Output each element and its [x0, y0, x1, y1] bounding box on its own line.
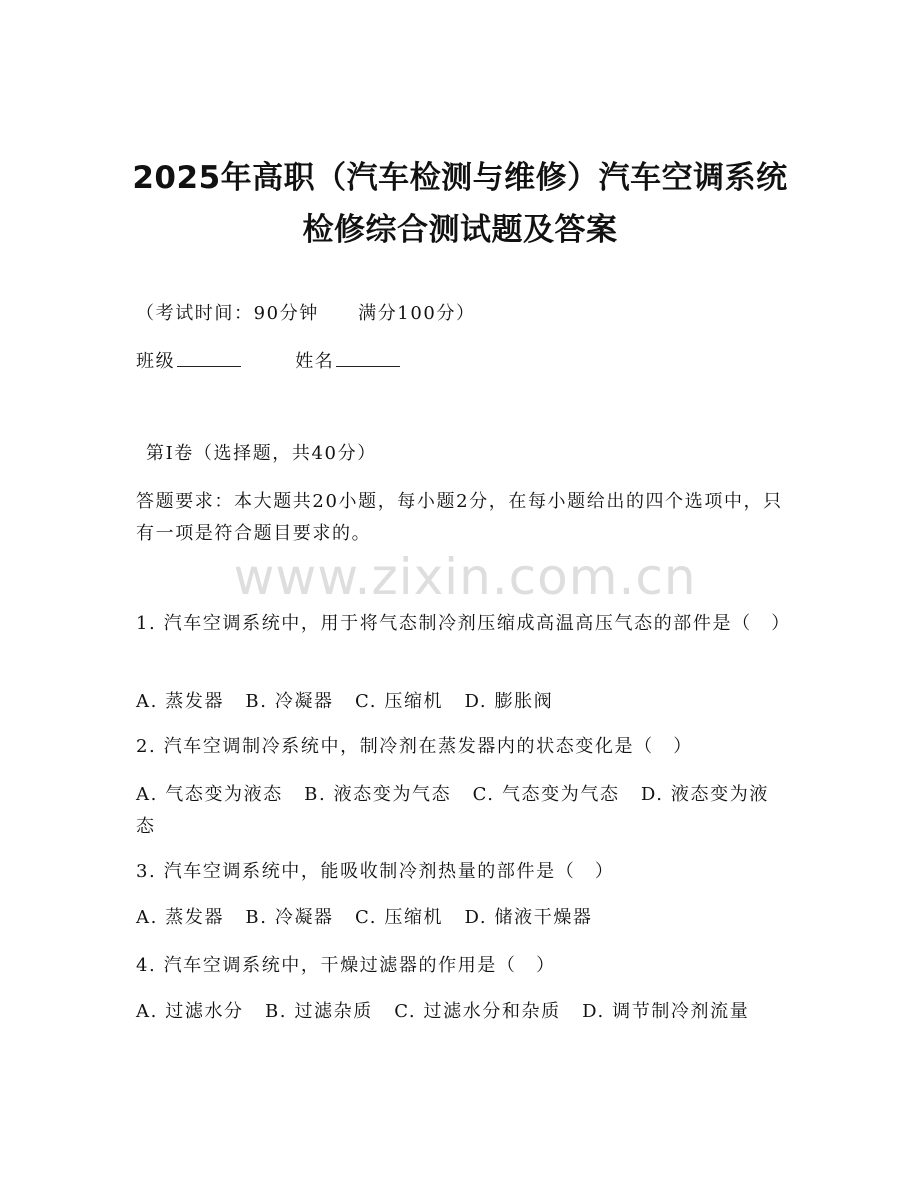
option-b[interactable]: B. 液态变为气态: [304, 784, 452, 805]
watermark-text: www.zixin.com.cn: [233, 548, 697, 606]
student-info-row: [136, 346, 786, 378]
question-2-stem: 2. 汽车空调制冷系统中，制冷剂在蒸发器内的状态变化是（ ）: [136, 736, 693, 757]
name-blank[interactable]: [336, 348, 400, 367]
option-b[interactable]: B. 冷凝器: [245, 907, 334, 928]
question-4-stem: 4. 汽车空调系统中，干燥过滤器的作用是（ ）: [136, 955, 556, 976]
name-label: 姓名: [295, 351, 335, 372]
question-1-stem: 1. 汽车空调系统中，用于将气态制冷剂压缩成高温高压气态的部件是（ ）: [136, 613, 791, 634]
option-d[interactable]: D. 液态变为液态: [136, 784, 769, 837]
question-1-options: [136, 686, 786, 718]
question-2-options: [136, 779, 786, 843]
question-3-stem: 3. 汽车空调系统中，能吸收制冷剂热量的部件是（ ）: [136, 861, 615, 882]
option-c[interactable]: C. 气态变为气态: [472, 784, 620, 805]
question-4-options: [136, 996, 786, 1028]
option-a[interactable]: A. 过滤水分: [136, 1001, 244, 1022]
option-d[interactable]: D. 调节制冷剂流量: [582, 1001, 750, 1022]
instructions: 答题要求：本大题共20小题，每小题2分，在每小题给出的四个选项中，只有一项是符合题目要求的。: [136, 491, 783, 544]
option-d[interactable]: D. 储液干燥器: [464, 907, 593, 928]
section-title: 第Ⅰ卷（选择题，共40分）: [146, 443, 377, 464]
option-c[interactable]: C. 压缩机: [354, 691, 444, 712]
option-a[interactable]: A. 蒸发器: [136, 691, 225, 712]
option-b[interactable]: B. 过滤杂质: [264, 1001, 373, 1022]
option-a[interactable]: A. 气态变为液态: [136, 784, 283, 805]
document-title: 2025年高职（汽车检测与维修）汽车空调系统检修综合测试题及答案: [132, 160, 788, 248]
class-label: 班级: [136, 351, 176, 372]
option-c[interactable]: C. 过滤水分和杂质: [394, 1001, 561, 1022]
option-b[interactable]: B. 冷凝器: [245, 691, 334, 712]
question-3-options: [136, 902, 786, 934]
exam-info: （考试时间：90分钟 满分100分）: [136, 303, 476, 324]
class-blank[interactable]: [177, 348, 241, 367]
option-a[interactable]: A. 蒸发器: [136, 907, 225, 928]
option-c[interactable]: C. 压缩机: [354, 907, 444, 928]
option-d[interactable]: D. 膨胀阀: [464, 691, 554, 712]
